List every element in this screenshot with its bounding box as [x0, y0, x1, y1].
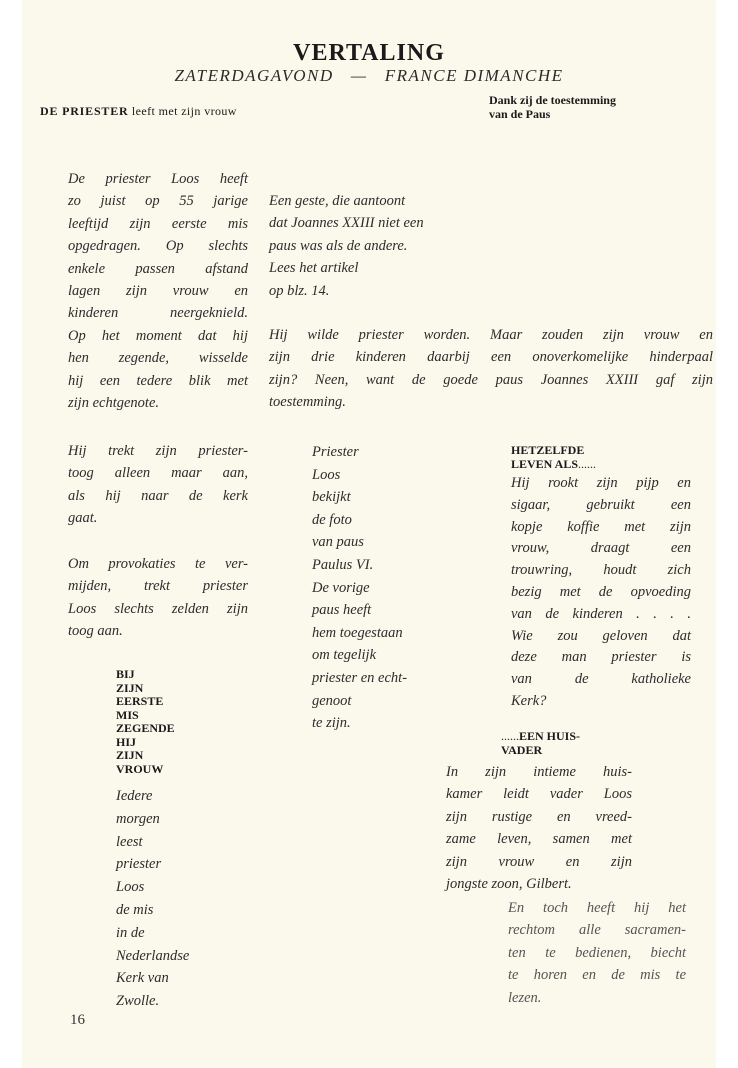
text-line: lagen zijn vrouw en: [68, 283, 248, 300]
toog-paragraph-1: [68, 440, 248, 530]
text-line: leest: [116, 833, 143, 850]
text-line: zijn drie kinderen daarbij een onoverkomelijke hinderpaal: [269, 349, 713, 366]
thanks-note: [489, 93, 699, 121]
heading-line: [511, 458, 596, 472]
text-line: morgen: [116, 810, 160, 827]
text-line: deze man priester is: [511, 649, 691, 666]
text-line: ten te bedienen, biecht: [508, 944, 686, 961]
gesture-paragraph: [269, 190, 499, 302]
text-line: zame leven, samen met: [446, 831, 632, 848]
text-line: gaat.: [68, 510, 98, 527]
same-life-heading: [511, 444, 596, 471]
text-line: Op het moment dat hij: [68, 327, 248, 344]
text-line: Hij trekt zijn priester-: [68, 443, 248, 459]
text-line: Een geste, die aantoont: [269, 193, 406, 209]
text-line: Paulus VI.: [312, 556, 374, 573]
page-number: 16: [70, 1012, 85, 1028]
text-line: bezig met de opvoeding: [511, 583, 691, 600]
caption-line: ZEGENDE: [116, 721, 175, 735]
text-line: kinderen neergeknield.: [68, 305, 248, 322]
text-line: om tegelijk: [312, 647, 377, 664]
intro-paragraph: [68, 168, 248, 414]
caption-line: BIJ: [116, 667, 135, 681]
text-line: Loos slechts zelden zijn: [68, 600, 248, 617]
text-line: priester: [116, 856, 162, 873]
text-line: En toch heeft hij het: [508, 900, 686, 916]
text-line: mijden, trekt priester: [68, 578, 248, 595]
heading-bold: LEVEN ALS: [511, 456, 579, 471]
text-line: kamer leidt vader Loos: [446, 786, 632, 803]
text-line: van de katholieke: [511, 671, 691, 688]
heading-line: [501, 730, 580, 744]
caption-line: MIS: [116, 707, 139, 722]
text-line: hem toegestaan: [312, 624, 403, 641]
heading-dots: ......: [578, 456, 597, 471]
text-line: genoot: [312, 692, 352, 709]
text-line: als hij naar de kerk: [68, 487, 248, 504]
text-line: op blz. 14.: [269, 282, 330, 299]
text-line: Nederlandse: [116, 947, 190, 964]
text-line: priester en echt-: [312, 669, 408, 686]
text-line: vrouw, draagt een: [511, 540, 691, 557]
caption-line: HIJ: [116, 734, 137, 749]
text-line: Iedere: [116, 788, 153, 804]
text-line: jongste zoon, Gilbert.: [446, 876, 572, 893]
text-line: enkele passen afstand: [68, 260, 248, 277]
text-line: De vorige: [312, 579, 370, 596]
wish-paragraph: [269, 324, 713, 414]
text-line: lezen.: [508, 989, 542, 1006]
text-line: Kerk van: [116, 970, 169, 987]
first-mass-caption: [116, 668, 175, 776]
text-line: toog alleen maar aan,: [68, 465, 248, 482]
text-line: Lees het artikel: [269, 260, 359, 277]
text-line: Wie zou geloven dat: [511, 627, 691, 644]
housefather-text-2: [508, 897, 686, 1009]
text-line: Hij rookt zijn pijp en: [511, 475, 691, 491]
text-line: In zijn intieme huis-: [446, 764, 632, 780]
first-mass-text: [116, 785, 189, 1013]
text-line: dat Joannes XXIII niet een: [269, 215, 424, 232]
text-line: in de: [116, 924, 145, 941]
text-line: van paus: [312, 534, 364, 551]
text-line: zijn? Neen, want de goede paus Joannes XXIII gaf zijn: [269, 371, 713, 388]
text-line: Kerk?: [511, 692, 547, 709]
text-line: toestemming.: [269, 394, 346, 411]
text-line: zijn vrouw en zijn: [446, 853, 632, 870]
text-line: Priester: [312, 444, 359, 460]
text-line: de mis: [116, 901, 154, 918]
headline-bold: DE PRIESTER: [40, 104, 129, 118]
thanks-line-1: Dank zij de toestemming: [489, 93, 616, 107]
text-line: hen zegende, wisselde: [68, 350, 248, 367]
caption-line: VROUW: [116, 761, 164, 776]
toog-paragraph-2: [68, 553, 248, 643]
text-line: zijn echtgenote.: [68, 395, 160, 412]
page-subtitle: ZATERDAGAVOND — FRANCE DIMANCHE: [174, 66, 564, 85]
text-line: Loos: [116, 879, 145, 896]
text-line: kopje koffie met zijn: [511, 518, 691, 535]
page-title: VERTALING: [293, 40, 445, 66]
text-line: paus heeft: [312, 602, 372, 619]
heading-line: HETZELFDE: [511, 443, 585, 457]
text-line: toog aan.: [68, 623, 123, 640]
same-life-text: [511, 473, 691, 713]
text-line: leeftijd zijn eerste mis: [68, 215, 248, 232]
caption-line: ZIJN: [116, 680, 144, 695]
text-line: te horen en de mis te: [508, 967, 686, 984]
text-line: Loos: [312, 466, 341, 483]
housefather-text: [446, 761, 632, 895]
text-line: hij een tedere blik met: [68, 372, 248, 389]
housefather-heading: [501, 730, 580, 757]
text-line: zijn rustige en vreed-: [446, 808, 632, 825]
heading-line: VADER: [501, 742, 543, 757]
caption-line: EERSTE: [116, 694, 164, 708]
text-line: opgedragen. Op slechts: [68, 238, 248, 255]
caption-line: ZIJN: [116, 748, 144, 762]
text-line: bekijkt: [312, 489, 351, 506]
text-line: te zijn.: [312, 715, 351, 732]
text-line: Om provokaties te ver-: [68, 556, 248, 572]
magazine-page: [22, 0, 716, 1068]
text-line: rechtom alle sacramen-: [508, 922, 686, 939]
text-line: sigaar, gebruikt een: [511, 496, 691, 513]
heading-dots: ......: [501, 729, 519, 743]
text-line: Zwolle.: [116, 993, 160, 1010]
thanks-line-2: van de Paus: [489, 107, 551, 121]
photo-caption: [312, 441, 407, 735]
text-line: De priester Loos heeft: [68, 171, 248, 187]
text-line: trouwring, houdt zich: [511, 562, 691, 579]
headline: [40, 104, 237, 119]
text-line: de foto: [312, 511, 352, 528]
text-line: Hij wilde priester worden. Maar zouden zijn vrouw en: [269, 327, 713, 343]
headline-rest: leeft met zijn vrouw: [128, 104, 237, 118]
text-line: van de kinderen . . . .: [511, 605, 691, 622]
heading-bold: EEN HUIS-: [519, 729, 581, 743]
text-line: zo juist op 55 jarige: [68, 193, 248, 210]
text-line: paus was als de andere.: [269, 237, 408, 254]
